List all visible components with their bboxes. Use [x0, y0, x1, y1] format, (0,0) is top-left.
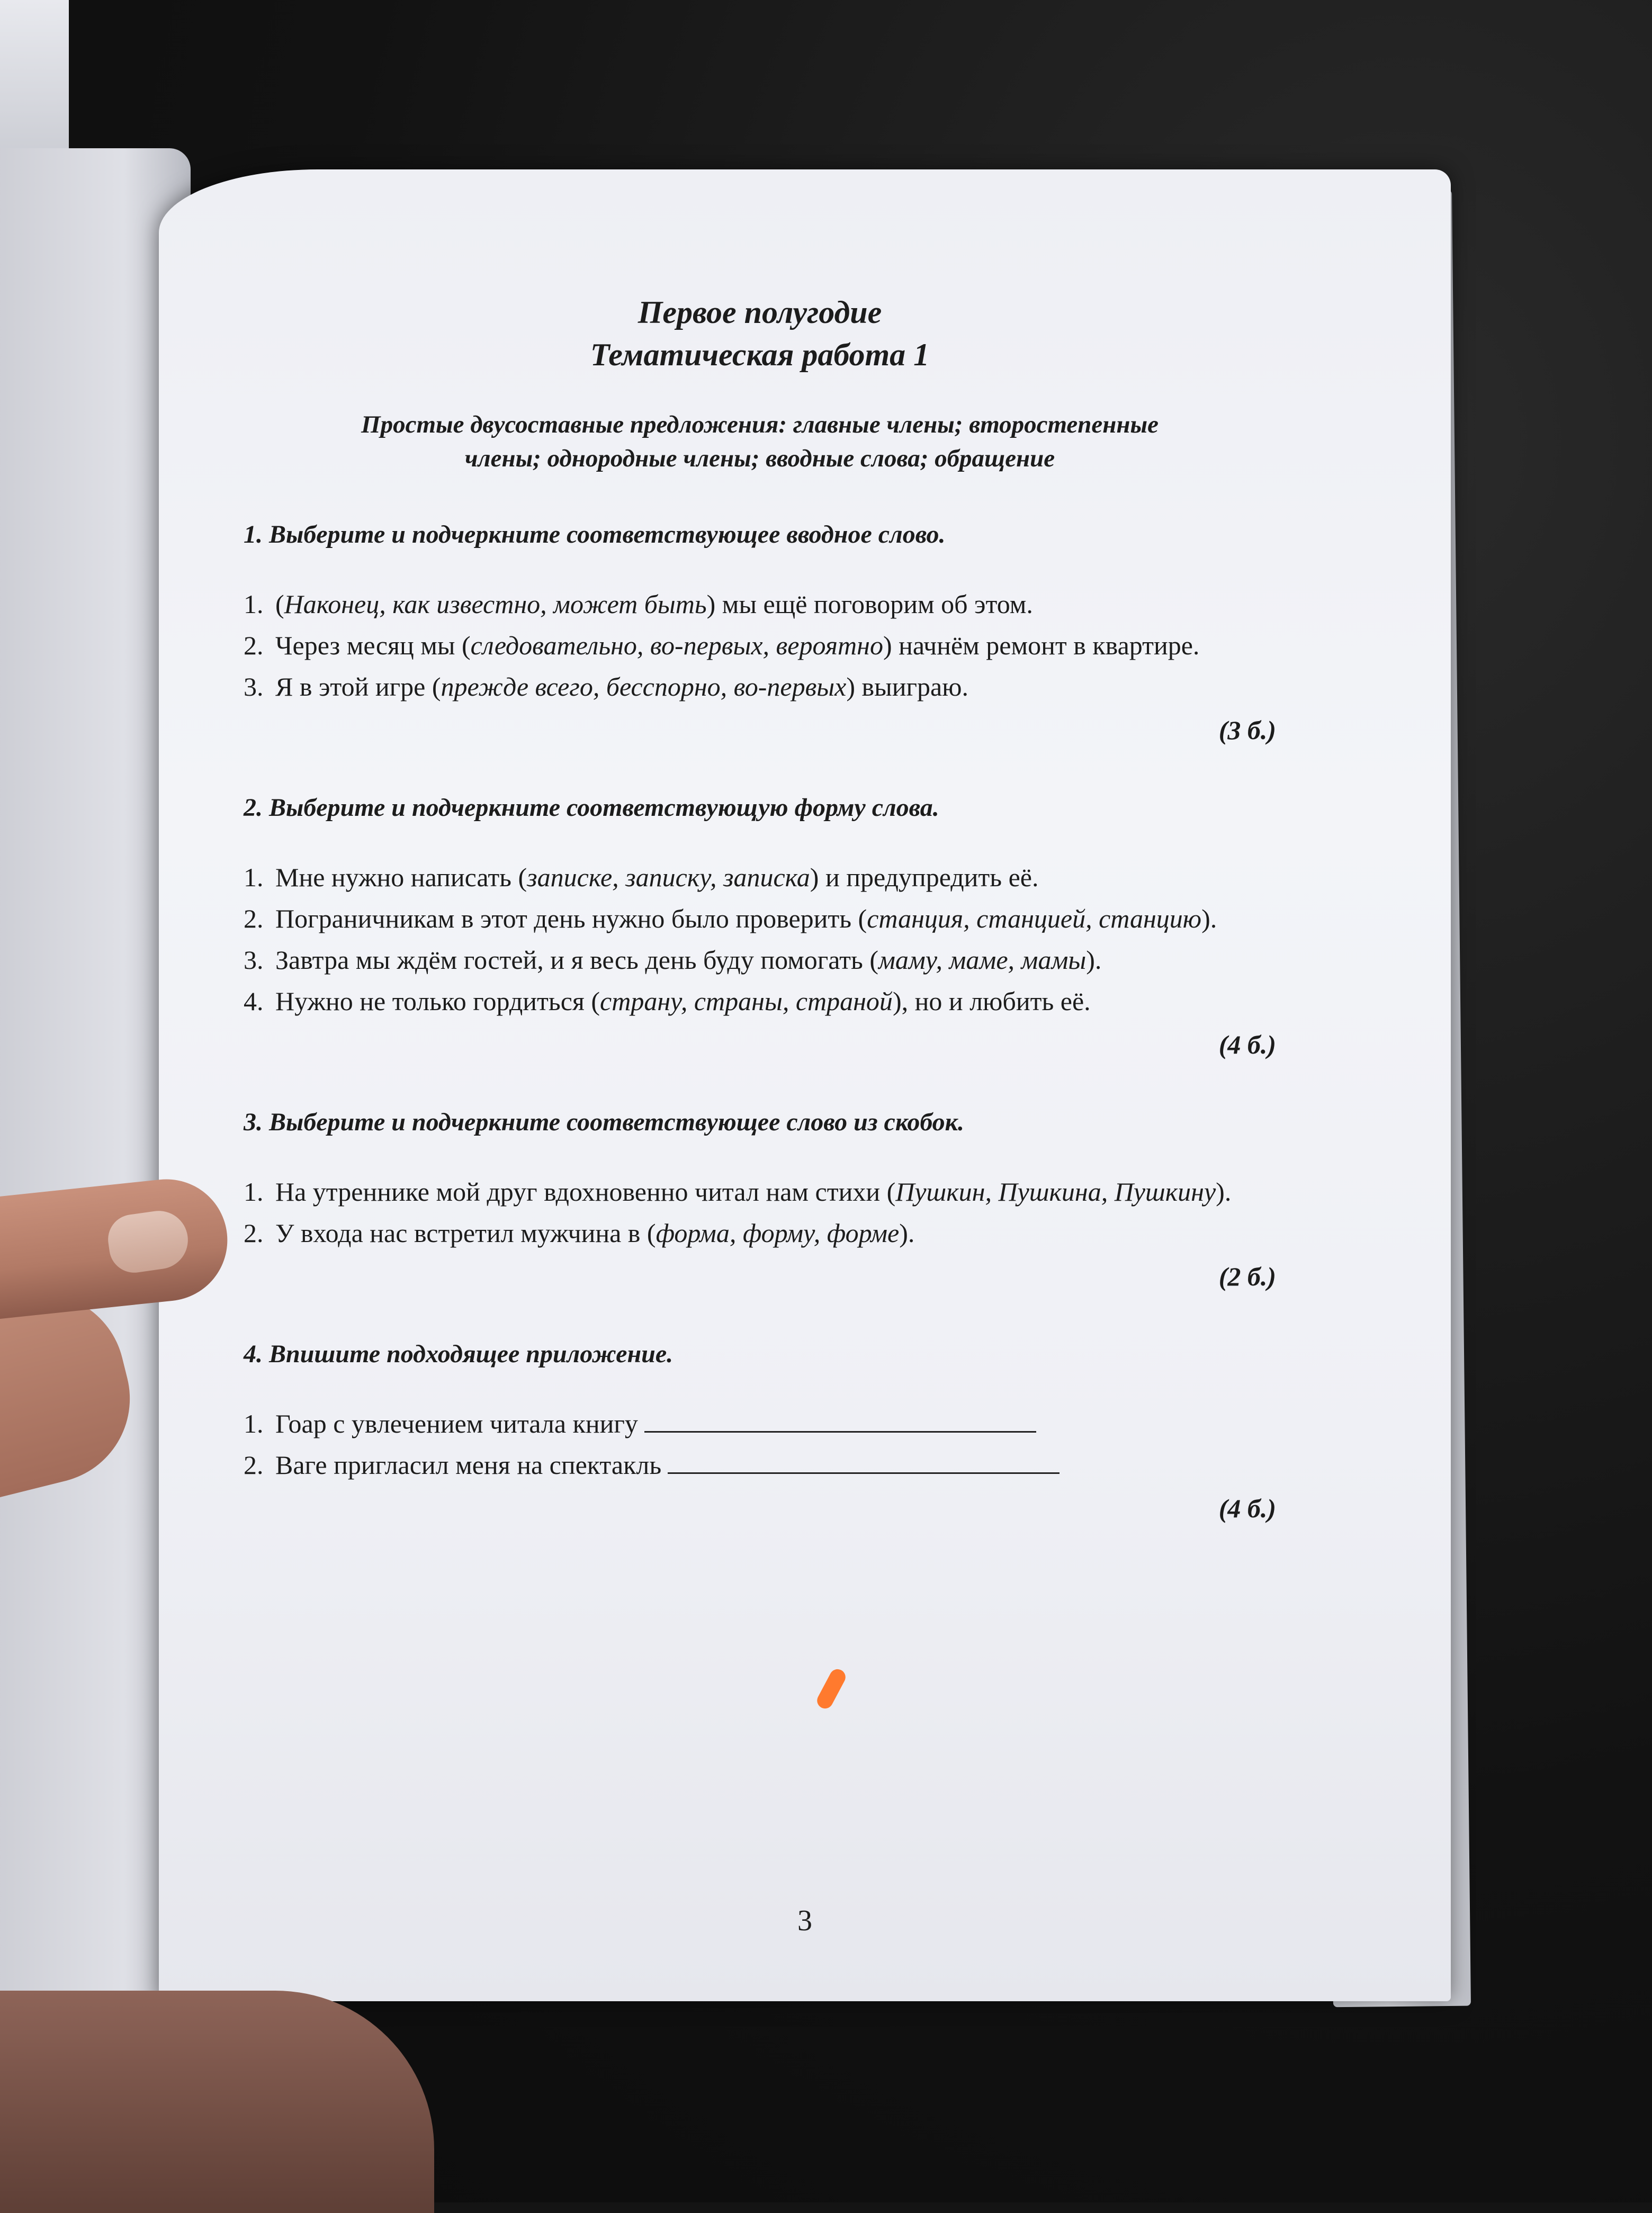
item-options[interactable]: форма, форму, форме: [656, 1218, 900, 1248]
task-item: [244, 939, 1276, 980]
item-options[interactable]: Пушкин, Пушкина, Пушкину: [895, 1177, 1216, 1207]
item-text-before: Завтра мы ждём гостей, и я весь день буду помогать (: [275, 945, 878, 975]
item-options[interactable]: записке, записку, записка: [527, 862, 810, 892]
stacked-paper-corner: [0, 0, 69, 169]
topic-subtitle: [244, 408, 1276, 475]
item-options[interactable]: следовательно, во-первых, вероятно: [470, 631, 883, 660]
item-options[interactable]: страну, страны, страной: [600, 986, 893, 1016]
task-item: [244, 583, 1276, 625]
item-text-before: Пограничникам в этот день нужно было проверить (: [275, 904, 867, 933]
item-number: 2.: [244, 1450, 264, 1480]
task-item: [244, 666, 1276, 707]
task-score: (4 б.): [1218, 1030, 1276, 1059]
task-heading: 3. Выберите и подчеркните соответствующее слово из скобок.: [244, 1108, 964, 1136]
topic-line-1: Простые двусоставные предложения: главные члены; второстепенные: [361, 411, 1159, 438]
task-item: [244, 1212, 1276, 1254]
item-text-before: (: [275, 589, 284, 619]
worksheet-page: [159, 169, 1451, 2001]
task-score: (3 б.): [1218, 715, 1276, 745]
item-number: 1.: [244, 1177, 264, 1207]
item-text-before: Мне нужно написать (: [275, 862, 527, 892]
item-text: Гоар с увлечением читала книгу: [275, 1409, 638, 1438]
item-text-after: ) и предупредить её.: [810, 862, 1039, 892]
item-text-before: У входа нас встретил мужчина в (: [275, 1218, 656, 1248]
item-number: 2.: [244, 1218, 264, 1248]
item-text-before: Через месяц мы (: [275, 631, 471, 660]
item-number: 1.: [244, 589, 264, 619]
task-item: [244, 980, 1276, 1022]
item-number: 1.: [244, 1409, 264, 1438]
item-options[interactable]: станция, станцией, станцию: [867, 904, 1202, 933]
task-item: [244, 1444, 1276, 1486]
item-number: 2.: [244, 631, 264, 660]
topic-line-2: члены; однородные члены; вводные слова; обращение: [464, 445, 1055, 472]
task-score: (2 б.): [1218, 1262, 1276, 1291]
item-text-before: Я в этой игре (: [275, 672, 441, 701]
holding-hand-bottom: [0, 1991, 434, 2213]
task-4: [244, 1337, 1276, 1527]
item-number: 4.: [244, 986, 264, 1016]
item-options[interactable]: Наконец, как известно, может быть: [284, 589, 707, 619]
item-number: 1.: [244, 862, 264, 892]
item-text-after: ) выиграю.: [846, 672, 969, 701]
page-title: [244, 291, 1276, 376]
task-item: [244, 1171, 1276, 1212]
work-title: Тематическая работа 1: [590, 337, 930, 372]
item-text-after: ).: [1201, 904, 1217, 933]
task-2: [244, 791, 1276, 1063]
task-item: [244, 625, 1276, 666]
task-item: [244, 857, 1276, 898]
item-options[interactable]: маму, маме, мамы: [878, 945, 1087, 975]
task-heading: 1. Выберите и подчеркните соответствующее вводное слово.: [244, 520, 946, 548]
page-content: [244, 291, 1276, 1527]
task-score: (4 б.): [1218, 1494, 1276, 1523]
item-text: Ваге пригласил меня на спектакль: [275, 1450, 662, 1480]
item-text-after: ).: [1216, 1177, 1232, 1207]
item-number: 3.: [244, 672, 264, 701]
page-number: 3: [797, 1904, 812, 1937]
item-text-before: На утреннике мой друг вдохновенно читал нам стихи (: [275, 1177, 896, 1207]
item-number: 2.: [244, 904, 264, 933]
item-text-before: Нужно не только гордиться (: [275, 986, 600, 1016]
item-text-after: ).: [899, 1218, 915, 1248]
item-text-after: ) начнём ремонт в квартире.: [883, 631, 1200, 660]
answer-blank[interactable]: [668, 1450, 1060, 1474]
task-heading: 4. Впишите подходящее приложение.: [244, 1340, 674, 1368]
semester-title: Первое полугодие: [638, 295, 882, 330]
answer-blank[interactable]: [644, 1409, 1036, 1433]
item-number: 3.: [244, 945, 264, 975]
task-item: [244, 1403, 1276, 1444]
task-1: [244, 518, 1276, 749]
task-heading: 2. Выберите и подчеркните соответствующую форму слова.: [244, 794, 939, 822]
item-text-after: ) мы ещё поговорим об этом.: [706, 589, 1033, 619]
item-text-after: ), но и любить её.: [892, 986, 1091, 1016]
item-options[interactable]: прежде всего, бесспорно, во-первых: [441, 672, 847, 701]
task-item: [244, 898, 1276, 939]
item-text-after: ).: [1086, 945, 1102, 975]
task-3: [244, 1105, 1276, 1295]
